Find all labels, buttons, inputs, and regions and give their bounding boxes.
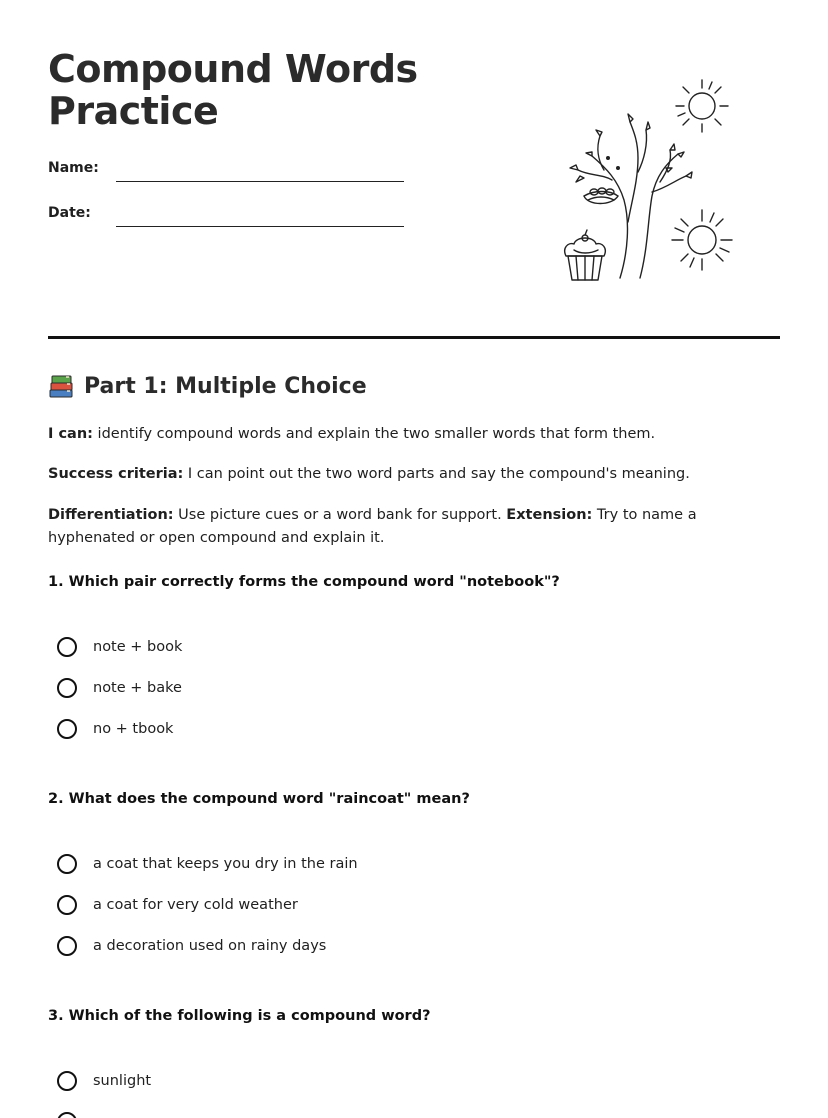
option-label: a coat for very cold weather (93, 897, 298, 913)
radio-button[interactable] (57, 895, 77, 915)
q3-option-2[interactable] (57, 1112, 93, 1118)
success-text: I can point out the two word parts and say the compound's meaning. (183, 466, 690, 482)
page-title (48, 48, 418, 132)
q1-option-3[interactable] (57, 719, 173, 739)
option-label: note + bake (93, 680, 182, 696)
title-line-1: Compound Words (48, 47, 418, 91)
option-label: no + tbook (93, 721, 174, 737)
q2-option-3[interactable] (57, 936, 326, 956)
extension-text: Try to name a hyphenated or open compound and explain it. (48, 507, 697, 546)
radio-button[interactable] (57, 936, 77, 956)
q1-option-2[interactable] (57, 678, 182, 698)
option-label: a coat that keeps you dry in the rain (93, 856, 358, 872)
q1-option-1[interactable] (57, 637, 182, 657)
option-label: sunlight (93, 1073, 152, 1089)
radio-button[interactable] (57, 1112, 77, 1118)
radio-button[interactable] (57, 854, 77, 874)
question-2: 2. What does the compound word "raincoat" mean? (48, 791, 470, 807)
title-line-2: Practice (48, 89, 219, 133)
extension-label: Extension: (506, 507, 593, 523)
success-criteria (48, 463, 780, 486)
section-divider (48, 336, 780, 339)
success-label: Success criteria: (48, 466, 184, 482)
radio-button[interactable] (57, 719, 77, 739)
books-icon (48, 375, 74, 399)
nest-icon (584, 188, 618, 204)
i-can-label: I can: (48, 426, 93, 442)
sun-icon (672, 210, 732, 270)
radio-button[interactable] (57, 637, 77, 657)
option-label: note + book (93, 639, 183, 655)
q3-option-1[interactable] (57, 1071, 151, 1091)
radio-button[interactable] (57, 678, 77, 698)
name-field[interactable] (48, 160, 99, 176)
differentiation (48, 504, 780, 550)
question-3: 3. Which of the following is a compound word? (48, 1008, 431, 1024)
date-line[interactable] (116, 226, 404, 227)
i-can-statement (48, 423, 780, 446)
radio-button[interactable] (57, 1071, 77, 1091)
differentiation-label: Differentiation: (48, 507, 174, 523)
q2-option-1[interactable] (57, 854, 358, 874)
section-title-text: Part 1: Multiple Choice (84, 374, 367, 399)
illustration (548, 72, 744, 288)
sun-icon (676, 80, 728, 132)
q2-option-2[interactable] (57, 895, 298, 915)
section-title-part1 (48, 374, 367, 399)
question-1: 1. Which pair correctly forms the compound word "notebook"? (48, 574, 560, 590)
differentiation-text: Use picture cues or a word bank for support. (173, 507, 507, 523)
name-line[interactable] (116, 181, 404, 182)
i-can-text: identify compound words and explain the two smaller words that form them. (92, 426, 656, 442)
date-label: Date: (48, 205, 91, 221)
date-field[interactable] (48, 205, 91, 221)
cupcake-icon (565, 230, 606, 280)
option-label: a decoration used on rainy days (93, 938, 327, 954)
name-label: Name: (48, 160, 99, 176)
